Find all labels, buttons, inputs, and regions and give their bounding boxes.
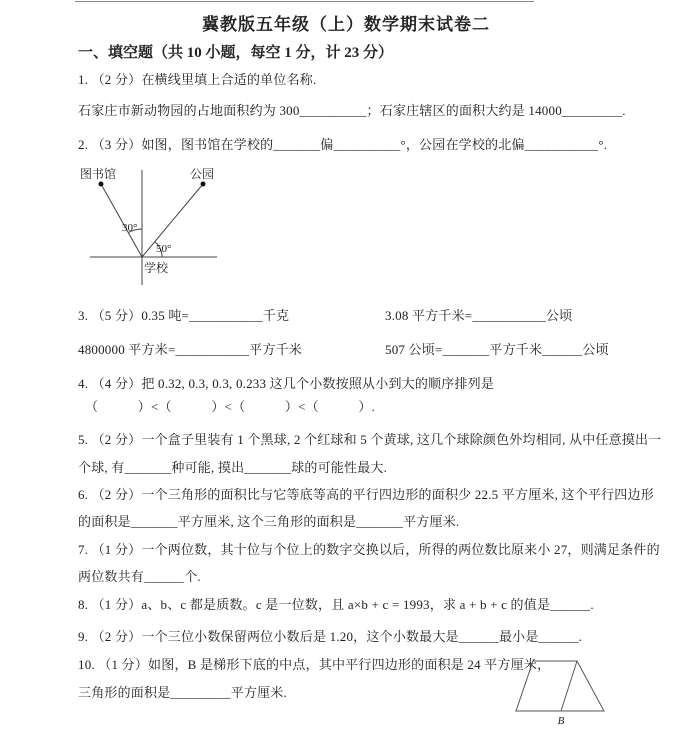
library-direction-line [101,184,142,257]
page-title: 冀教版五年级（上）数学期末试卷二 [202,15,490,34]
direction-diagram [60,162,235,297]
question-8-line-1: 8. （1 分）a、b、c 都是质数。c 是一位数，且 a×b + c = 1993，求 a + b + c 的值是______. [78,597,594,612]
question-7-line-2: 两位数共有______个. [78,569,201,584]
page-top-rule [75,1,534,2]
question-3-row-2-col-2: 507 公顷=_______平方千米______公顷 [385,342,609,357]
question-2-line-1: 2. （3 分）如图，图书馆在学校的_______偏__________°，公园在学校的北偏___________°. [78,137,608,152]
question-10-line-2: 三角形的面积是_________平方厘米. [78,685,287,700]
question-1-line-2: 石家庄市新动物园的占地面积约为 300__________；石家庄辖区的面积大约是 14000_________. [78,103,626,118]
library-point [99,182,104,187]
section-heading: 一、填空题（共 10 小题，每空 1 分，计 23 分） [78,45,394,61]
trapezoid-diagram [510,652,615,732]
trapezoid-outline [516,661,604,711]
park-point [201,182,206,187]
question-1-line-1: 1. （2 分）在横线里填上合适的单位名称. [78,72,317,87]
school-label: 学校 [144,261,169,275]
question-3-row-1-col-2: 3.08 平方千米=___________公顷 [385,308,573,323]
question-10-line-1: 10. （1 分）如图，B 是梯形下底的中点，其中平行四边形的面积是 24 平方厘米， [78,657,551,672]
question-3-row-2-col-1: 4800000 平方米=___________平方千米 [78,342,302,357]
question-5-line-1: 5. （2 分）一个盒子里装有 1 个黑球, 2 个红球和 5 个黄球, 这几个球除颜色外均相同, 从中任意摸出一 [78,432,662,447]
park-direction-line [142,184,203,257]
question-6-line-2: 的面积是_______平方厘米, 这个三角形的面积是_______平方厘米. [78,514,460,529]
question-7-line-1: 7. （1 分）一个两位数，其十位与个位上的数字交换以后，所得的两位数比原来小 27，则满足条件的 [78,542,660,557]
question-9-line-1: 9. （2 分）一个三位小数保留两位小数后是 1.20，这个小数最大是______最小是______. [78,629,583,644]
question-5-line-2: 个球, 有_______种可能, 摸出_______球的可能性最大. [78,460,388,475]
angle-50-label: 50° [156,243,172,255]
angle-30-label: 30° [122,222,138,234]
point-b-label: B [557,715,565,727]
question-6-line-1: 6. （2 分）一个三角形的面积比与它等底等高的平行四边形的面积少 22.5 平方厘米, 这个平行四边形 [78,487,654,502]
question-4-line-2: （ ）<（ ）<（ ）<（ ）. [85,399,376,414]
library-label: 图书馆 [80,167,117,181]
park-label: 公园 [190,167,215,181]
question-4-line-1: 4. （4 分）把 0.32, 0.3, 0.3, 0.233 这几个小数按照从小到大的顺序排列是 [78,376,495,391]
diagonal-to-midpoint-line [561,661,577,711]
question-3-row-1-col-1: 3. （5 分）0.35 吨=___________千克 [78,308,290,323]
